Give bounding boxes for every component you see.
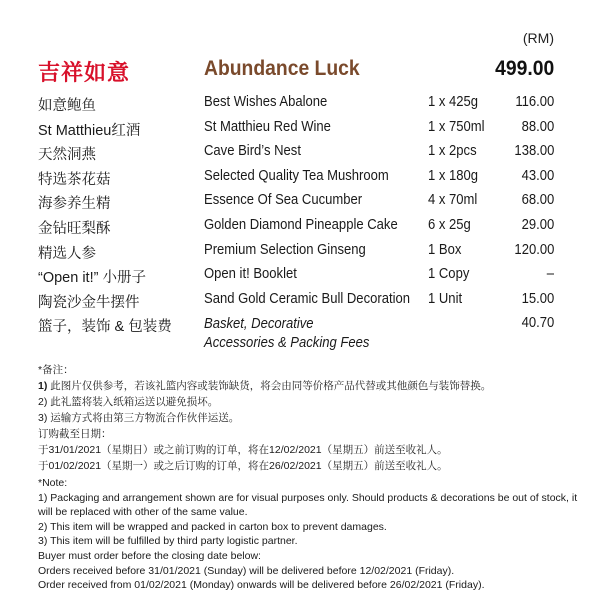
currency-label: (RM) xyxy=(522,30,554,46)
note-cn-1-text: 此图片仅供参考，若该礼篮内容或装饰缺货，将会由同等价格产品代替或其他颜色与装饰替换。 xyxy=(47,380,492,392)
item-quantity: 1 Box xyxy=(428,241,462,258)
item-name-en: Essence Of Sea Cucumber xyxy=(204,192,363,209)
item-name-cn: 篮子，装饰 & 包装费 xyxy=(38,319,172,336)
deadline-heading-en: Buyer must order before the closing date below: xyxy=(38,549,261,562)
deadline-heading-cn: 订购截至日期： xyxy=(38,428,112,440)
item-price: 29.00 xyxy=(521,216,554,233)
list-item xyxy=(38,315,554,352)
item-name-cn: 金钻旺梨酥 xyxy=(38,220,111,237)
notes-chinese xyxy=(38,362,578,474)
item-quantity: 1 Copy xyxy=(428,266,470,283)
item-name-cn: St Matthieu红酒 xyxy=(38,122,141,139)
item-name-cn: 如意鲍鱼 xyxy=(38,98,96,114)
item-quantity: 1 x 425g xyxy=(428,94,479,110)
item-quantity: 1 x 180g xyxy=(428,167,479,184)
list-item xyxy=(38,94,554,119)
item-name-cn: 陶瓷沙金牛摆件 xyxy=(38,294,140,311)
note-en-1: 1) Packaging and arrangement shown are for visual purposes only. Should products & decorations be out of stock, it will be replaced with other of the same value. xyxy=(38,491,578,519)
hamper-title-en: Abundance Luck xyxy=(204,57,360,80)
item-quantity: 1 Unit xyxy=(428,290,463,307)
hamper-title-cn: 吉祥如意 xyxy=(38,60,131,85)
note-cn-1 xyxy=(38,378,578,394)
item-price: 88.00 xyxy=(521,118,554,135)
note-cn-2: 2) 此礼篮将装入纸箱运送以避免损坏。 xyxy=(38,396,219,408)
list-item xyxy=(38,217,554,242)
hamper-total-price: 499.00 xyxy=(494,57,554,80)
notes-heading-en: *Note: xyxy=(38,477,68,489)
item-name-en: Golden Diamond Pineapple Cake xyxy=(204,216,398,233)
list-item xyxy=(38,168,554,193)
item-quantity: 6 x 25g xyxy=(428,216,471,233)
deadline-cn-2: 于01/02/2021（星期一）或之后订购的订单，将在26/02/2021（星期五）前送至收礼人。 xyxy=(38,460,448,472)
item-price: 68.00 xyxy=(521,192,554,209)
list-item xyxy=(38,119,554,144)
note-en-2: 2) This item will be wrapped and packed in carton box to prevent damages. xyxy=(38,520,387,533)
deadline-en-1: Orders received before 31/01/2021 (Sunday) will be delivered before 12/02/2021 (Friday). xyxy=(38,564,455,577)
item-name-cn: 天然洞燕 xyxy=(38,147,96,164)
item-name-en: Basket, Decorative Accessories & Packing Fees xyxy=(204,316,370,352)
list-item xyxy=(38,266,554,291)
item-name-cn: 海参养生精 xyxy=(38,196,111,213)
item-name-en: Selected Quality Tea Mushroom xyxy=(204,167,389,184)
item-name-en: Sand Gold Ceramic Bull Decoration xyxy=(204,290,411,307)
notes-english xyxy=(38,476,583,593)
deadline-cn-1: 于31/01/2021（星期日）或之前订购的订单，将在12/02/2021（星期五）前送至收礼人。 xyxy=(38,444,448,456)
item-price: 138.00 xyxy=(514,143,554,160)
item-name-en: Premium Selection Ginseng xyxy=(204,241,366,258)
deadline-en-2: Order received from 01/02/2021 (Monday) onwards will be delivered before 26/02/2021 (Friday). xyxy=(38,579,485,592)
notes-heading-cn: *备注： xyxy=(38,364,74,376)
item-price: 43.00 xyxy=(521,167,554,184)
item-quantity: 1 x 2pcs xyxy=(428,143,477,160)
list-item xyxy=(38,192,554,217)
note-cn-3: 3) 运输方式将由第三方物流合作伙伴运送。 xyxy=(38,412,240,424)
item-name-en: Best Wishes Abalone xyxy=(204,94,328,110)
item-quantity: 4 x 70ml xyxy=(428,192,478,209)
note-en-3: 3) This item will be fulfilled by third party logistic partner. xyxy=(38,535,298,548)
item-price: 116.00 xyxy=(515,94,554,110)
item-name-en: Cave Bird’s Nest xyxy=(204,143,301,160)
item-price: – xyxy=(546,266,554,283)
list-item xyxy=(38,291,554,316)
item-name-cn: 特选茶花菇 xyxy=(38,171,111,188)
item-name-cn: “Open it!” 小册子 xyxy=(38,270,146,287)
item-name-cn: 精选人参 xyxy=(38,245,96,262)
item-name-en: Open it! Booklet xyxy=(204,266,297,283)
hamper-title-row xyxy=(38,56,554,86)
item-price: 120.00 xyxy=(514,241,554,258)
item-list xyxy=(38,94,554,352)
item-name-en: St Matthieu Red Wine xyxy=(204,118,331,135)
note-cn-1-number: 1) xyxy=(38,380,48,392)
list-item xyxy=(38,143,554,168)
item-price: 40.70 xyxy=(521,315,554,332)
item-quantity: 1 x 750ml xyxy=(428,118,485,135)
list-item xyxy=(38,242,554,267)
item-price: 15.00 xyxy=(521,290,554,307)
